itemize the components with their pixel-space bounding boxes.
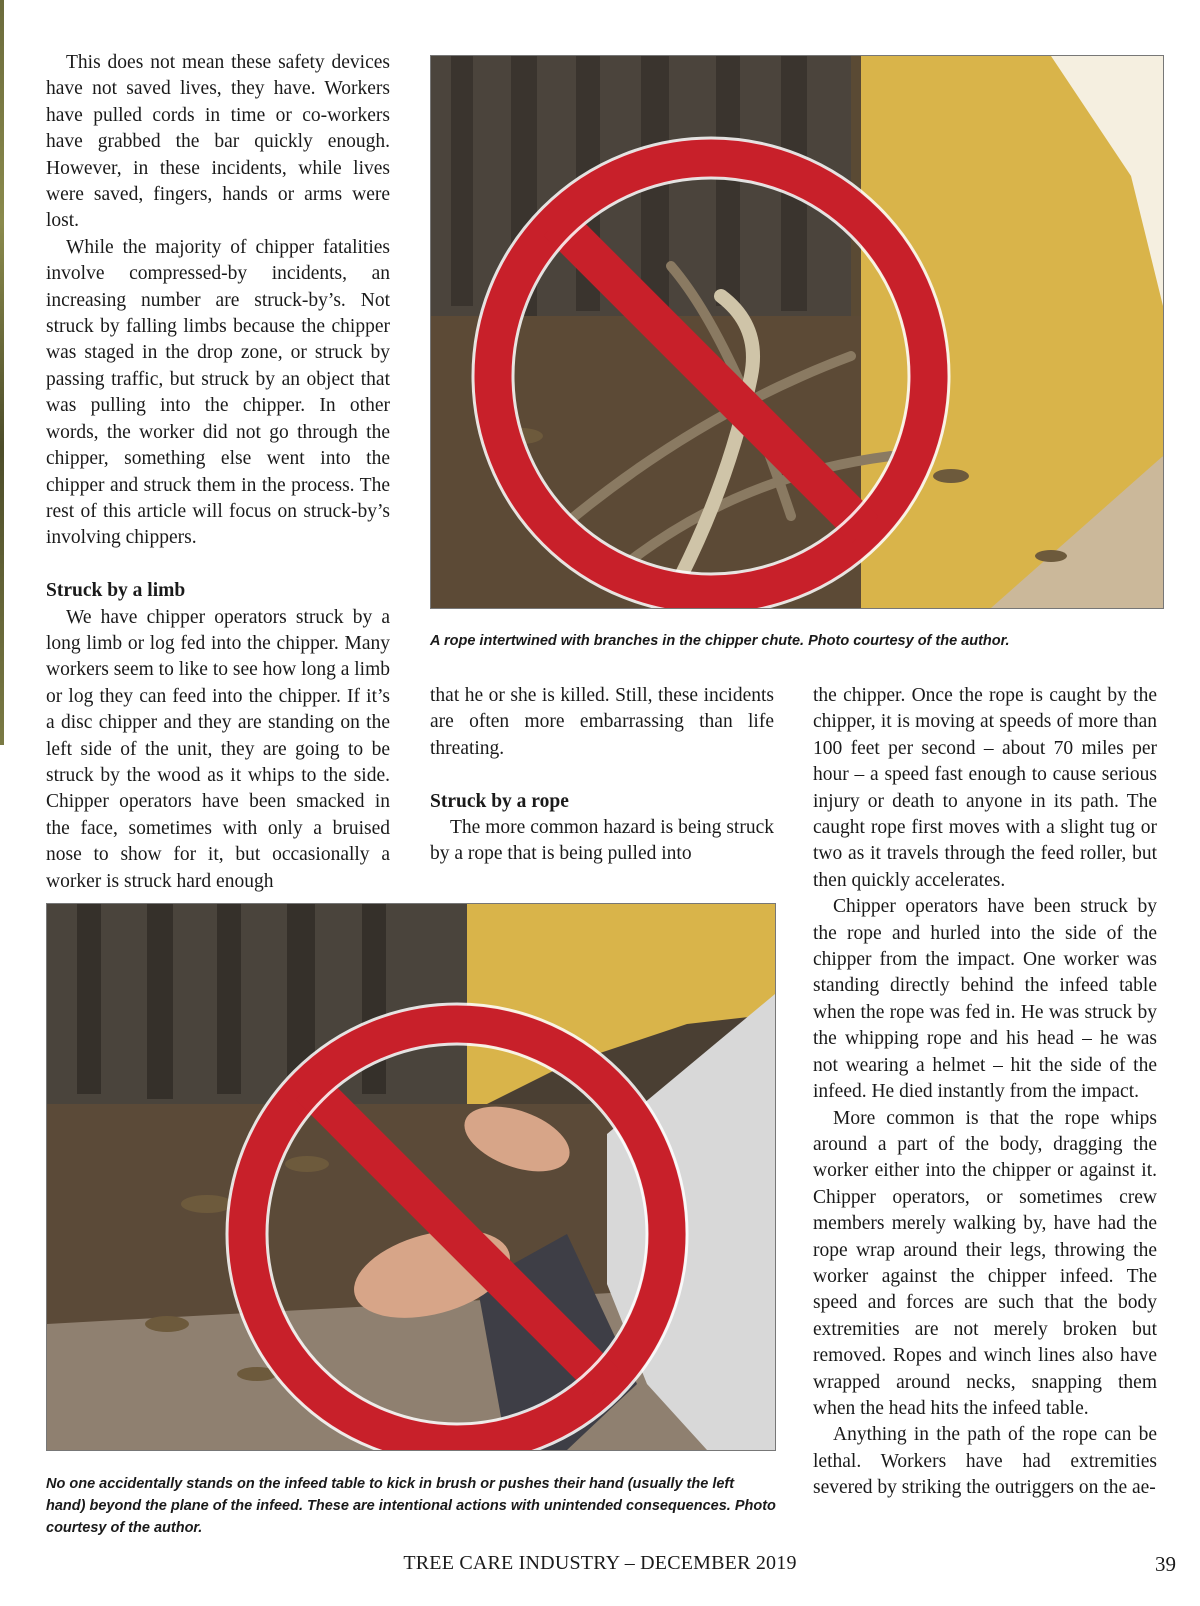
paragraph: The more common hazard is being struck by a rope that is being pulled into (430, 817, 774, 865)
publication-footer: TREE CARE INDUSTRY – DECEMBER 2019 (403, 1552, 797, 1574)
paragraph: This does not mean these safety devices have not saved lives, they have. Workers have pulled cords in time or co-workers have grabbed the bar quickly enough. However, in these incidents, while lives were saved, fingers, hands or arms were lost. (46, 52, 390, 232)
paragraph: that he or she is killed. Still, these incidents are often more embarrassing than life threating. (430, 685, 774, 759)
middle-text-column (430, 683, 774, 868)
paragraph: the chipper. Once the rope is caught by the chipper, it is moving at speeds of more than 100 feet per second – about 70 miles per hour – a speed fast enough to cause serious injury or death to anyone in its path. The caught rope first moves with a slight tug or two as it travels through the feed roller, but then quickly accelerates. (813, 685, 1157, 891)
photo-rope-in-chute (430, 55, 1164, 609)
paragraph: We have chipper operators struck by a long limb or log fed into the chipper. Many workers seem to like to see how long a limb or log they can feed into the chipper. If it’s a disc chipper and they are standing on the left side of the unit, they are going to be struck by the wood as it whips to the side. Chipper operators have been smacked in the face, sometimes with only a bruised nose to show for it, but occasionally a worker is struck hard enough (46, 606, 390, 892)
section-heading: Struck by a limb (46, 580, 186, 602)
page-edge-strip (0, 0, 4, 745)
right-text-column (813, 683, 1157, 1502)
photo-hand-in-infeed (46, 903, 776, 1451)
section-heading: Struck by a rope (430, 790, 569, 812)
paragraph: While the majority of chipper fatalities involve compressed-by incidents, an increasing number are struck-by’s. Not struck by falling limbs because the chipper was staged in the drop zone, or struck by passing traffic, but struck by an object that was pulling into the chipper. In other words, the worker did not go through the chipper, something else went into the chipper and struck them in the process. The rest of this article will focus on struck-by’s involving chippers. (46, 236, 390, 549)
paragraph: Chipper operators have been struck by the rope and hurled into the side of the chipper from the impact. One worker was standing directly behind the infeed table when the rope was fed in. He was struck by the whipping rope and his head – he was not wearing a helmet – hit the side of the infeed. He died instantly from the impact. (813, 896, 1157, 1103)
page-number: 39 (1155, 1552, 1176, 1576)
photo-caption: A rope intertwined with branches in the chipper chute. Photo courtesy of the author. (430, 633, 1010, 649)
paragraph: More common is that the rope whips around a part of the body, dragging the worker either into the chipper or against it. Chipper operators, or sometimes crew members merely walking by, have had the rope wrap around their legs, throwing the worker against the chipper infeed. The speed and forces are such that the body extremities are not merely broken but removed. Ropes and winch lines also have wrapped around necks, snapping them when the head hits the infeed table. (813, 1107, 1157, 1419)
photo-caption: No one accidentally stands on the infeed table to kick in brush or pushes their hand (usually the left hand) beyond the plane of the infeed. These are intentional actions with unintended consequences. Photo courtesy of the author. (46, 1476, 776, 1536)
paragraph: Anything in the path of the rope can be lethal. Workers have had extremities severed by striking the outriggers on the ae- (813, 1424, 1157, 1499)
left-text-column (46, 50, 390, 895)
